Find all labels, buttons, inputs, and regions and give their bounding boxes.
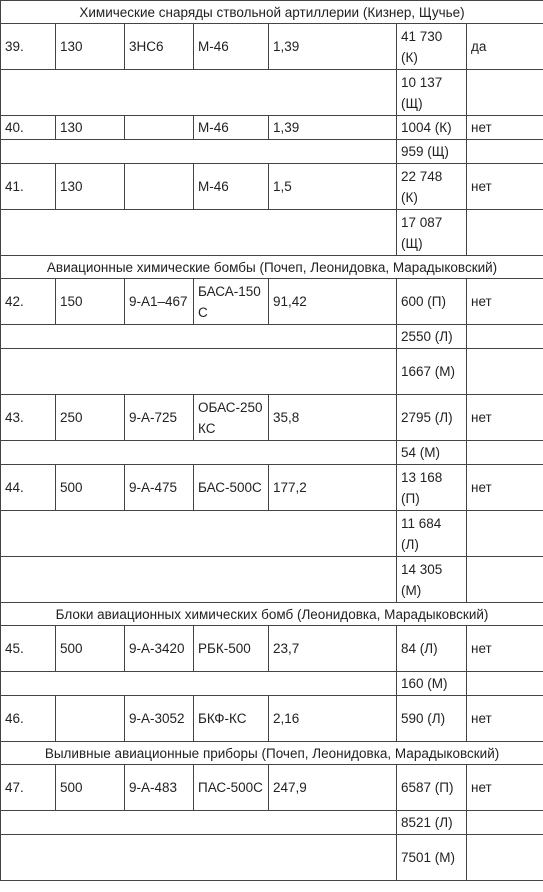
blank-cell <box>1 325 397 349</box>
caliber-cell: 500 <box>56 626 125 672</box>
weight-cell: 247,9 <box>269 765 397 811</box>
continuation-row <box>1 835 543 881</box>
weight-cell: 2,16 <box>269 696 397 742</box>
table-row <box>1 765 543 811</box>
continuation-row <box>1 70 543 116</box>
quantity-cell: 1667 (М) <box>397 349 467 395</box>
quantity-cell: 41 730 (К) <box>397 24 467 70</box>
flag-cell <box>467 557 543 603</box>
table-row <box>1 116 543 140</box>
caliber-cell: 130 <box>56 164 125 210</box>
section-title: Блоки авиационных химических бомб (Леонидовка, Марадыковский) <box>1 603 543 626</box>
item-number-cell: 41. <box>1 164 56 210</box>
section-header-row <box>1 603 543 626</box>
continuation-row <box>1 441 543 465</box>
flag-cell: нет <box>467 765 543 811</box>
caliber-cell: 500 <box>56 465 125 511</box>
weight-cell: 35,8 <box>269 395 397 441</box>
model-cell: БКФ-КС <box>194 696 269 742</box>
caliber-cell: 150 <box>56 279 125 325</box>
continuation-row <box>1 210 543 256</box>
flag-cell: нет <box>467 465 543 511</box>
index-cell: 9-А-483 <box>125 765 194 811</box>
caliber-cell: 250 <box>56 395 125 441</box>
quantity-cell: 11 684 (Л) <box>397 511 467 557</box>
flag-cell: нет <box>467 395 543 441</box>
section-title: Авиационные химические бомбы (Почеп, Леонидовка, Марадыковский) <box>1 256 543 279</box>
item-number-cell: 39. <box>1 24 56 70</box>
section-header-row <box>1 742 543 765</box>
flag-cell: да <box>467 24 543 70</box>
table-row <box>1 626 543 672</box>
quantity-cell: 160 (М) <box>397 672 467 696</box>
flag-cell <box>467 835 543 881</box>
caliber-cell: 130 <box>56 116 125 140</box>
quantity-cell: 2795 (Л) <box>397 395 467 441</box>
blank-cell <box>1 210 397 256</box>
model-cell: ПАС-500С <box>194 765 269 811</box>
flag-cell: нет <box>467 116 543 140</box>
index-cell: 3НС6 <box>125 24 194 70</box>
caliber-cell <box>56 696 125 742</box>
flag-cell <box>467 140 543 164</box>
continuation-row <box>1 349 543 395</box>
model-cell: М-46 <box>194 24 269 70</box>
index-cell: 9-А-3420 <box>125 626 194 672</box>
weight-cell: 23,7 <box>269 626 397 672</box>
blank-cell <box>1 557 397 603</box>
item-number-cell: 46. <box>1 696 56 742</box>
model-cell: ОБАС-250КС <box>194 395 269 441</box>
continuation-row <box>1 672 543 696</box>
item-number-cell: 47. <box>1 765 56 811</box>
quantity-cell: 14 305 (М) <box>397 557 467 603</box>
continuation-row <box>1 557 543 603</box>
weight-cell: 1,39 <box>269 24 397 70</box>
quantity-cell: 13 168 (П) <box>397 465 467 511</box>
table-body <box>1 1 543 881</box>
table-row <box>1 164 543 210</box>
section-title: Химические снаряды ствольной артиллерии (Кизнер, Щучье) <box>1 1 543 24</box>
quantity-cell: 959 (Щ) <box>397 140 467 164</box>
item-number-cell: 45. <box>1 626 56 672</box>
item-number-cell: 44. <box>1 465 56 511</box>
table-row <box>1 465 543 511</box>
item-number-cell: 42. <box>1 279 56 325</box>
section-title: Выливные авиационные приборы (Почеп, Леонидовка, Марадыковский) <box>1 742 543 765</box>
quantity-cell: 17 087 (Щ) <box>397 210 467 256</box>
weight-cell: 91,42 <box>269 279 397 325</box>
caliber-cell: 130 <box>56 24 125 70</box>
quantity-cell: 1004 (К) <box>397 116 467 140</box>
index-cell: 9-А-725 <box>125 395 194 441</box>
flag-cell: нет <box>467 626 543 672</box>
flag-cell <box>467 672 543 696</box>
blank-cell <box>1 349 397 395</box>
quantity-cell: 8521 (Л) <box>397 811 467 835</box>
flag-cell: нет <box>467 164 543 210</box>
flag-cell <box>467 349 543 395</box>
quantity-cell: 600 (П) <box>397 279 467 325</box>
flag-cell <box>467 210 543 256</box>
item-number-cell: 43. <box>1 395 56 441</box>
table-row <box>1 395 543 441</box>
flag-cell <box>467 325 543 349</box>
blank-cell <box>1 835 397 881</box>
blank-cell <box>1 511 397 557</box>
quantity-cell: 2550 (Л) <box>397 325 467 349</box>
quantity-cell: 22 748 (К) <box>397 164 467 210</box>
quantity-cell: 10 137 (Щ) <box>397 70 467 116</box>
blank-cell <box>1 441 397 465</box>
flag-cell <box>467 70 543 116</box>
index-cell: 9-А1–467 <box>125 279 194 325</box>
quantity-cell: 84 (Л) <box>397 626 467 672</box>
flag-cell <box>467 811 543 835</box>
blank-cell <box>1 811 397 835</box>
table-row <box>1 24 543 70</box>
weight-cell: 1,39 <box>269 116 397 140</box>
model-cell: БАСА-150С <box>194 279 269 325</box>
index-cell <box>125 164 194 210</box>
model-cell: М-46 <box>194 116 269 140</box>
quantity-cell: 7501 (М) <box>397 835 467 881</box>
model-cell: БАС-500С <box>194 465 269 511</box>
blank-cell <box>1 140 397 164</box>
continuation-row <box>1 511 543 557</box>
continuation-row <box>1 325 543 349</box>
model-cell: РБК-500 <box>194 626 269 672</box>
section-header-row <box>1 256 543 279</box>
index-cell <box>125 116 194 140</box>
weight-cell: 177,2 <box>269 465 397 511</box>
flag-cell <box>467 441 543 465</box>
table-row <box>1 279 543 325</box>
flag-cell: нет <box>467 696 543 742</box>
continuation-row <box>1 140 543 164</box>
continuation-row <box>1 811 543 835</box>
index-cell: 9-А-3052 <box>125 696 194 742</box>
quantity-cell: 54 (М) <box>397 441 467 465</box>
quantity-cell: 6587 (П) <box>397 765 467 811</box>
index-cell: 9-А-475 <box>125 465 194 511</box>
weight-cell: 1,5 <box>269 164 397 210</box>
flag-cell <box>467 511 543 557</box>
flag-cell: нет <box>467 279 543 325</box>
table-row <box>1 696 543 742</box>
item-number-cell: 40. <box>1 116 56 140</box>
section-header-row <box>1 1 543 24</box>
blank-cell <box>1 70 397 116</box>
blank-cell <box>1 672 397 696</box>
caliber-cell: 500 <box>56 765 125 811</box>
model-cell: М-46 <box>194 164 269 210</box>
quantity-cell: 590 (Л) <box>397 696 467 742</box>
